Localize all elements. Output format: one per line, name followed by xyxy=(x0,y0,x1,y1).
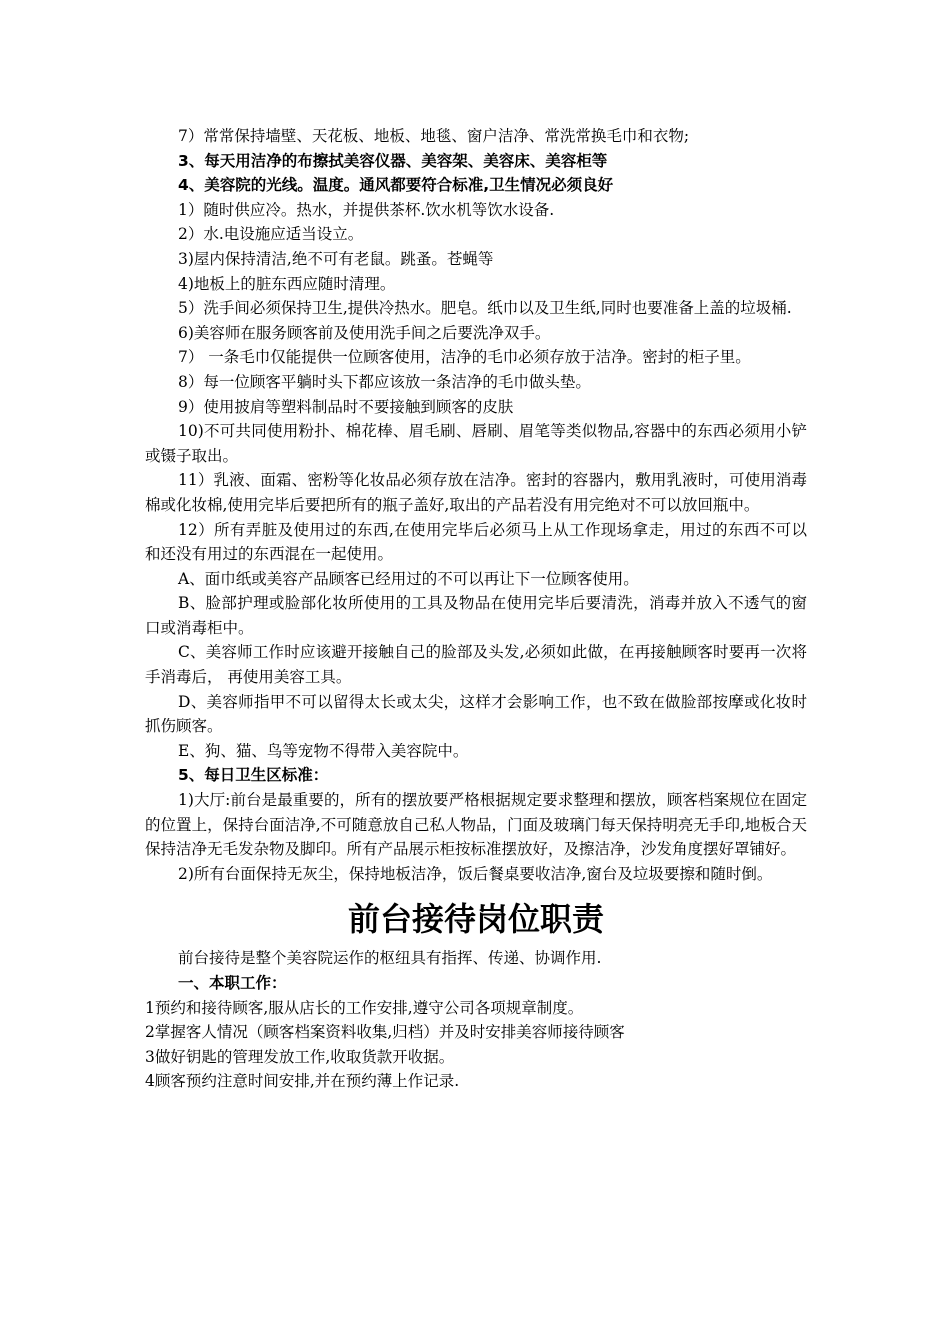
paragraph: 7） 一条毛巾仅能提供一位顾客使用，洁净的毛巾必须存放于洁净。密封的柜子里。 xyxy=(178,348,751,367)
hygiene-standards-section xyxy=(145,124,807,886)
section-heading: 4、美容院的光线。温度。通风都要符合标准,卫生情况必须良好 xyxy=(178,176,614,195)
duty-item: 2掌握客人情况（顾客档案资料收集,归档）并及时安排美容师接待顾客 xyxy=(145,1023,625,1042)
paragraph: 8）每一位顾客平躺时头下都应该放一条洁净的毛巾做头垫。 xyxy=(178,372,591,391)
intro-paragraph: 前台接待是整个美容院运作的枢纽具有指挥、传递、协调作用. xyxy=(178,949,602,968)
paragraph: 10)不可共同使用粉扑、棉花棒、眉毛刷、唇刷、眉笔等类似物品,容器中的东西必须用小铲或镊子取出。 xyxy=(145,422,807,465)
paragraph: 3)屋内保持清洁,绝不可有老鼠。跳蚤。苍蝇等 xyxy=(178,249,494,268)
paragraph: 1)大厅:前台是最重要的，所有的摆放要严格根据规定要求整理和摆放，顾客档案规位在固定的位置上，保持台面洁净,不可随意放自己私人物品，门面及玻璃门每天保持明亮无手印,地板合天保持洁净无毛发杂物及脚印。所有产品展示柜按标准摆放好，及擦洁净，沙发角度摆好罩铺好。 xyxy=(145,791,807,859)
paragraph: A、面巾纸或美容产品顾客已经用过的不可以再让下一位顾客使用。 xyxy=(178,569,639,588)
document-page xyxy=(145,124,807,1094)
paragraph: B、脸部护理或脸部化妆所使用的工具及物品在使用完毕后要清洗，消毒并放入不透气的窗口或消毒柜中。 xyxy=(145,594,807,637)
paragraph: 1）随时供应冷。热水，并提供茶杯.饮水机等饮水设备. xyxy=(178,200,555,219)
section-heading: 5、每日卫生区标准： xyxy=(178,766,329,785)
paragraph: D、美容师指甲不可以留得太长或太尖，这样才会影响工作，也不致在做脸部按摩或化妆时抓伤顾客。 xyxy=(145,692,807,736)
paragraph: C、美容师工作时应该避开接触自己的脸部及头发,必须如此做，在再接触顾客时要再一次将手消毒后， 再使用美容工具。 xyxy=(145,643,807,687)
paragraph: 2）水.电设施应适当设立。 xyxy=(178,225,364,244)
paragraph: 4)地板上的脏东西应随时清理。 xyxy=(178,274,396,293)
paragraph: E、狗、猫、鸟等宠物不得带入美容院中。 xyxy=(178,741,469,760)
paragraph: 9）使用披肩等塑料制品时不要接触到顾客的皮肤 xyxy=(178,397,514,416)
paragraph: 7）常常保持墙壁、天花板、地板、地毯、窗户洁净、常洗常换毛巾和衣物; xyxy=(178,127,690,145)
section-subhead: 一、本职工作： xyxy=(178,974,287,992)
paragraph: 12）所有弄脏及使用过的东西,在使用完毕后必须马上从工作现场拿走，用过的东西不可以和还没有用过的东西混在一起使用。 xyxy=(145,520,807,564)
section-heading: 3、每天用洁净的布擦拭美容仪器、美容架、美容床、美容柜等 xyxy=(178,151,608,170)
duty-item: 1预约和接待顾客,服从店长的工作安排,遵守公司各项规章制度。 xyxy=(145,998,584,1017)
page-title: 前台接待岗位职责 xyxy=(347,900,604,939)
duty-item: 3做好钥匙的管理发放工作,收取货款开收据。 xyxy=(145,1047,455,1066)
paragraph: 5）洗手间必须保持卫生,提供冷热水。肥皂。纸巾以及卫生纸,同时也要准备上盖的垃圾桶. xyxy=(178,299,792,318)
paragraph: 2)所有台面保持无灰尘，保持地板洁净，饭后餐桌要收洁净,窗台及垃圾要擦和随时倒。 xyxy=(178,864,773,883)
paragraph: 11）乳液、面霜、密粉等化妆品必须存放在洁净。密封的容器内，敷用乳液时，可使用消毒棉或化妆棉,使用完毕后要把所有的瓶子盖好,取出的产品若没有用完绝对不可以放回瓶中。 xyxy=(145,471,807,514)
paragraph: 6)美容师在服务顾客前及使用洗手间之后要洗净双手。 xyxy=(178,323,551,342)
duty-item: 4顾客预约注意时间安排,并在预约薄上作记录. xyxy=(145,1072,460,1091)
